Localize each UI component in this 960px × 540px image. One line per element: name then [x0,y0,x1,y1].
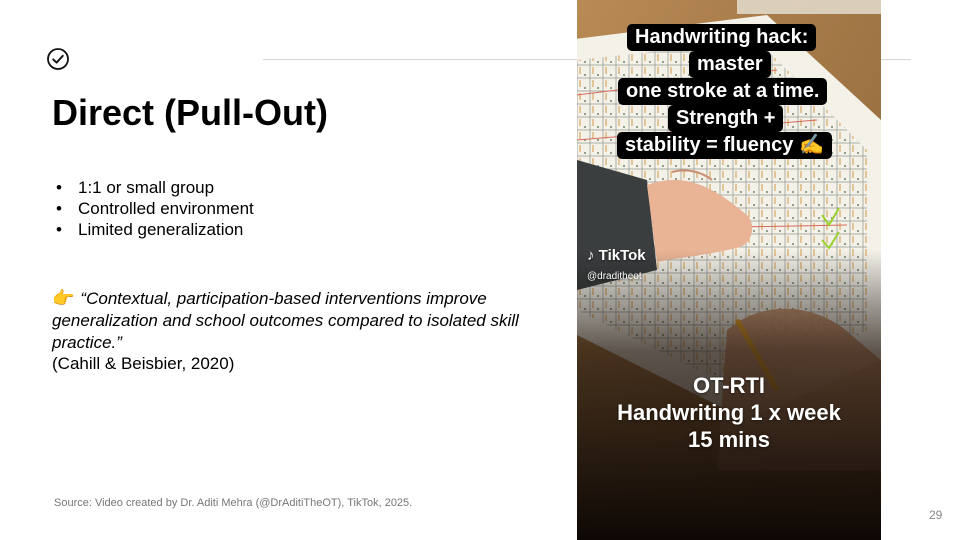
quote-block [52,287,552,354]
tiktok-handle: @draditheot [587,271,642,282]
bullet-item: • 1:1 or small group [56,178,215,197]
video-caption-line: stability = fluency ✍️ [617,132,832,159]
bullet-list [56,177,254,240]
check-circle-icon [46,47,70,71]
music-note-icon: ♪ [587,247,595,264]
video-caption-line: master [689,51,771,78]
slide-title: Direct (Pull-Out) [52,92,328,133]
video-caption-line: Strength + [668,105,783,132]
video-bottom-caption-line: OT-RTI [692,373,766,398]
tiktok-logo: ♪ TikTok [587,247,646,264]
bullet-item: • Controlled environment [56,199,254,218]
video-caption-line: Handwriting hack: [627,24,816,51]
quote-citation: (Cahill & Beisbier, 2020) [52,354,235,373]
quote-text: “Contextual, participation-based interventions improve generalization and school outcomes compared to isolated skill practice.” [52,289,519,352]
video-caption-line: one stroke at a time. [618,78,827,105]
bullet-dot: • [56,220,62,239]
video-bottom-caption-line: Handwriting 1 x week [617,400,841,425]
video-bottom-caption-line: 15 mins [688,427,770,452]
video-thumbnail[interactable] [577,0,881,540]
page-number: 29 [929,508,943,522]
pointing-hand-icon: 👉 [52,288,75,308]
source-note: Source: Video created by Dr. Aditi Mehra (@DrAditiTheOT), TikTok, 2025. [54,497,413,509]
bullet-item: • Limited generalization [56,220,244,239]
bullet-dot: • [56,199,62,218]
bullet-dot: • [56,178,62,197]
